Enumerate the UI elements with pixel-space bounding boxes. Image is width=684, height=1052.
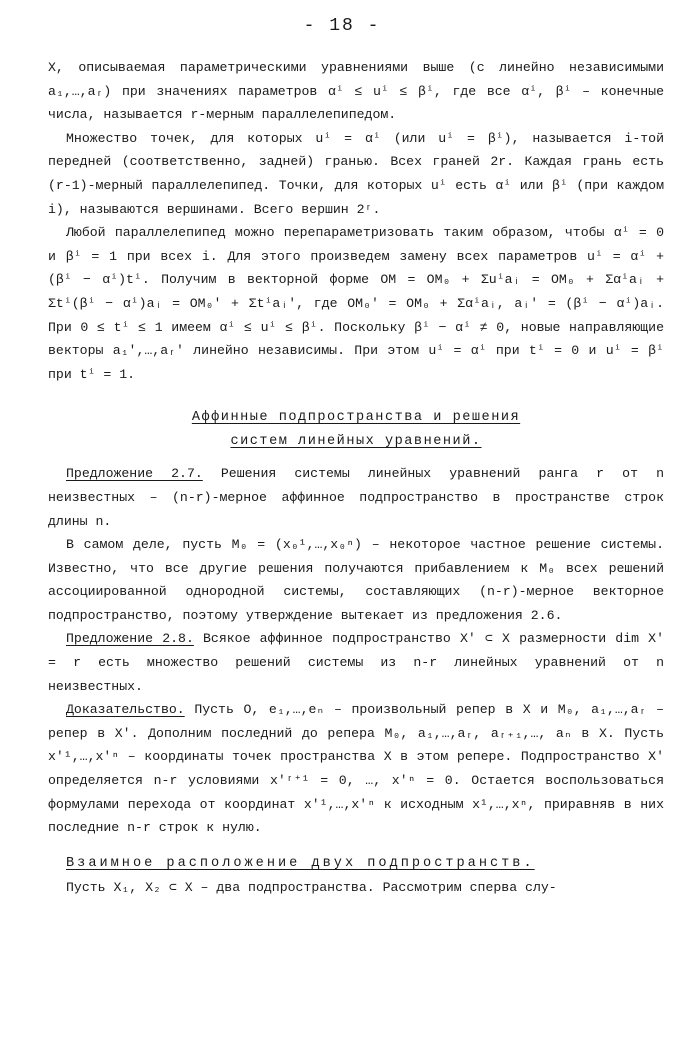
proposition-2-8-label: Предложение 2.8.: [66, 631, 194, 647]
paragraph-reparametrization: Любой параллелепипед можно перепараметризовать таким образом, чтобы αⁱ = 0 и βⁱ = 1 при всех i. Для этого произведем замену всех параметров uⁱ = αⁱ + (βⁱ − αⁱ)tⁱ. Получим в векторной форме OM = OM₀ + Σuⁱaᵢ = OM₀ + Σαⁱaᵢ + Σtⁱ(βⁱ − αⁱ)aᵢ = OM₀′ + Σtⁱaᵢ′, где OM₀′ = OM₀ + Σαⁱaᵢ, aᵢ′ = (βⁱ − αⁱ)aᵢ. При 0 ≤ tⁱ ≤ 1 имеем αⁱ ≤ uⁱ ≤ βⁱ. Поскольку βⁱ − αⁱ ≠ 0, новые направляющие векторы a₁′,…,aᵣ′ линейно независимы. При этом uⁱ = αⁱ при tⁱ = 0 и uⁱ = βⁱ при tⁱ = 1.: [48, 225, 664, 382]
page-number: - 18 -: [303, 16, 381, 36]
section-title-affine-subspaces: [48, 406, 664, 454]
section-title-mutual-position: [48, 852, 664, 876]
page-body: [48, 56, 664, 899]
proposition-2-7-text: Решения системы линейных уравнений ранга r от n неизвестных – (n-r)-мерное аффинное подпространство в пространстве строк длины n.: [48, 466, 664, 529]
section-title-mutual-position-text: Взаимное расположение двух подпространств.: [66, 855, 535, 871]
proposition-2-7: [48, 462, 664, 533]
proof-text: Пусть O, e₁,…,eₙ – произвольный репер в X и M₀, a₁,…,aᵣ – репер в X′. Дополним последний до репера M₀, a₁,…,aᵣ, aᵣ₊₁,…, aₙ в X. Пусть x′¹,…,x′ⁿ – координаты точек пространства X в этом репере. Подпространство X′ определяется n-r условиями x′ʳ⁺¹ = 0, …, x′ⁿ = 0. Остается воспользоваться формулами перехода от координат x′¹,…,x′ⁿ к исходным x¹,…,xⁿ, приравняв в них последние n-r строк к нулю.: [48, 702, 664, 836]
section-title-line-2: систем линейных уравнений.: [230, 434, 482, 450]
proof-2-8: [48, 698, 664, 840]
paragraph-parallelepiped-definition: X, описываемая параметрическими уравнениями выше (с линейно независимыми a₁,…,aᵣ) при значениях параметров αⁱ ≤ uⁱ ≤ βⁱ, где все αⁱ, βⁱ – конечные числа, называется r-мерным параллелепипедом.: [48, 60, 664, 123]
proposition-2-8: [48, 627, 664, 698]
paragraph-last-line: Пусть X₁, X₂ ⊂ X – два подпространства. Рассмотрим сперва слу-: [66, 879, 557, 895]
proposition-2-7-label: Предложение 2.7.: [66, 466, 203, 482]
proposition-2-8-text: Всякое аффинное подпространство X′ ⊂ X размерности dim X′ = r есть множество решений системы из n-r линейных уравнений от n неизвестных.: [48, 631, 664, 694]
proposition-2-7-proof: В самом деле, пусть M₀ = (x₀¹,…,x₀ⁿ) – некоторое частное решение системы. Известно, что все другие решения получаются прибавлением к M₀ всех решений ассоциированной однородной системы, составляющих (n-r)-мерное векторное подпространство, поэтому утверждение вытекает из предложения 2.6.: [48, 537, 664, 623]
paragraph-faces-vertices: Множество точек, для которых uⁱ = αⁱ (или uⁱ = βⁱ), называется i-той передней (соответственно, задней) гранью. Всех граней 2r. Каждая грань есть (r-1)-мерный параллелепипед. Точки, для которых uⁱ есть αⁱ или βⁱ (при каждом i), называются вершинами. Всего вершин 2ʳ.: [48, 130, 664, 217]
section-title-line-1: Аффинные подпространства и решения: [191, 410, 521, 426]
proof-label: Доказательство.: [66, 702, 185, 718]
